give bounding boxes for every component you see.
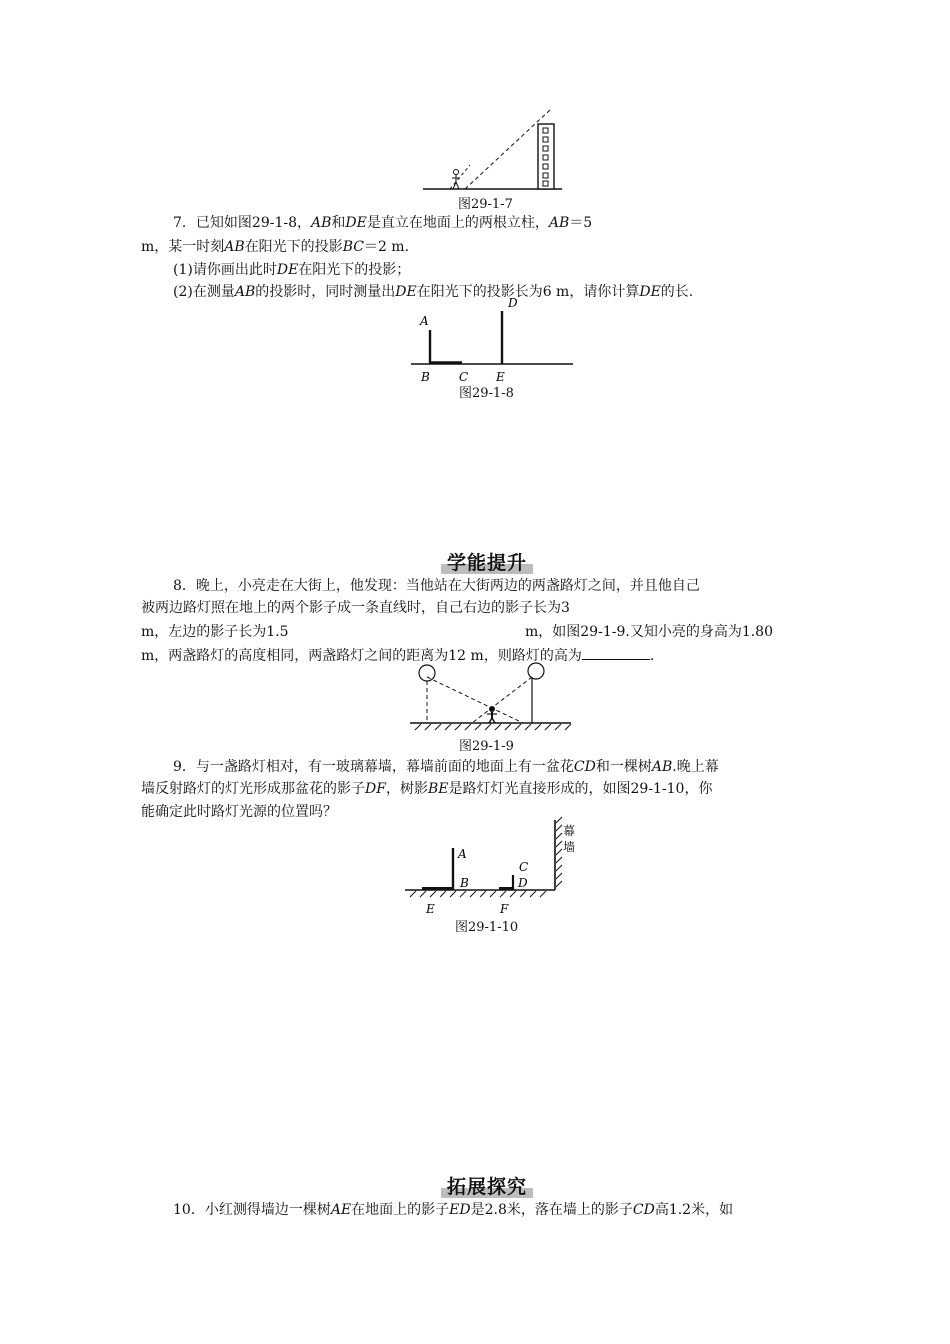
label-d: D [518,876,528,890]
question-8-line-3b: m，如图29-1-9.又知小亮的身高为1.80 [525,624,773,640]
variable: AB [651,759,673,775]
text: 在阳光下的投影； [298,262,411,278]
question-8-line-4 [141,645,654,666]
question-9-line-1 [173,757,719,777]
text: 在阳光下的投影 [244,239,343,255]
question-7-line-1 [173,213,592,233]
figure-29-1-8 [405,293,580,385]
figure-caption: 图29-1-8 [459,386,514,401]
variable: CD [573,759,596,775]
text: (2)在测量 [173,284,235,300]
variable: AB [311,215,332,231]
variable: DE [395,284,417,300]
variable: DE [345,215,367,231]
figure-29-1-7 [420,108,565,194]
text: 10．小红测得墙边一棵树 [173,1202,331,1218]
text: 是直立在地面上的两根立柱， [366,215,549,231]
text: 的投影时，同时测量出 [255,284,396,300]
text: 在阳光下的投影长为6 m，请你计算 [416,284,640,300]
figure-29-1-9 [405,662,575,734]
variable: AB [234,284,256,300]
text: 墙反射路灯的灯光形成那盆花的影子 [141,781,365,797]
text: ＝2 m. [363,239,410,255]
variable: CD [632,1202,655,1218]
figure-caption: 图29-1-9 [459,739,514,754]
question-7-line-2 [141,237,409,257]
variable: ED [449,1202,471,1218]
label-a: A [458,847,467,861]
variable: DF [365,781,386,797]
figure-caption: 图29-1-10 [455,920,519,935]
question-10-line-1 [173,1200,733,1220]
label-b: B [421,370,430,384]
variable: AB [224,239,245,255]
answer-blank[interactable] [582,645,650,660]
variable: DE [639,284,661,300]
question-9-line-2 [141,779,712,799]
text: 和一棵树 [595,759,652,775]
text: m，两盏路灯的高度相同，两盏路灯之间的距离为12 m，则路灯的高为 [141,648,582,664]
text: 的长. [660,284,694,300]
question-8-line-1: 8．晚上，小亮走在大街上，他发现：当他站在大街两边的两盏路灯之间，并且他自己 [173,578,700,594]
label-c: C [459,370,469,384]
text: (1)请你画出此时 [173,262,277,278]
text: ＝5 [569,215,593,231]
label-b: B [460,876,469,890]
label-a: A [420,314,429,328]
variable: AE [330,1202,352,1218]
variable: DE [276,262,299,278]
question-8-line-2: 被两边路灯照在地上的两个影子成一条直线时，自己右边的影子长为3 [141,600,570,616]
label-e: E [496,370,505,384]
variable: BE [427,781,449,797]
section-title: 拓展探究 [441,1176,533,1198]
text: 9．与一盏路灯相对，有一玻璃幕墙，幕墙前面的地面上有一盆花 [173,759,574,775]
text: 是2.8米，落在墙上的影子 [470,1202,633,1218]
question-number: 7． [173,215,196,231]
label-c: C [519,860,529,874]
text: 已知如图29-1-8， [195,215,312,231]
text: ，树影 [385,781,428,797]
question-8-line-3a: m，左边的影子长为1.5 [141,624,289,640]
wall-label: 幕 [563,824,576,838]
label-f: F [500,902,509,916]
figure-caption: 图29-1-7 [458,197,513,212]
section-title: 学能提升 [441,552,533,574]
figure-29-1-10 [400,815,590,920]
variable: AB [548,215,570,231]
text: 在地面上的影子 [351,1202,450,1218]
question-7-line-3 [173,260,410,280]
wall-label: 墙 [563,840,576,854]
label-d: D [508,296,518,310]
text: 和 [331,215,346,231]
variable: BC [342,239,364,255]
text: .晚上幕 [672,759,719,775]
text: m，某一时刻 [141,239,225,255]
text: 是路灯灯光直接形成的，如图29-1-10，你 [448,781,713,797]
label-e: E [426,902,435,916]
question-9-line-3: 能确定此时路灯光源的位置吗？ [141,804,337,820]
text: 高1.2米，如 [654,1202,734,1218]
text: . [649,648,655,664]
